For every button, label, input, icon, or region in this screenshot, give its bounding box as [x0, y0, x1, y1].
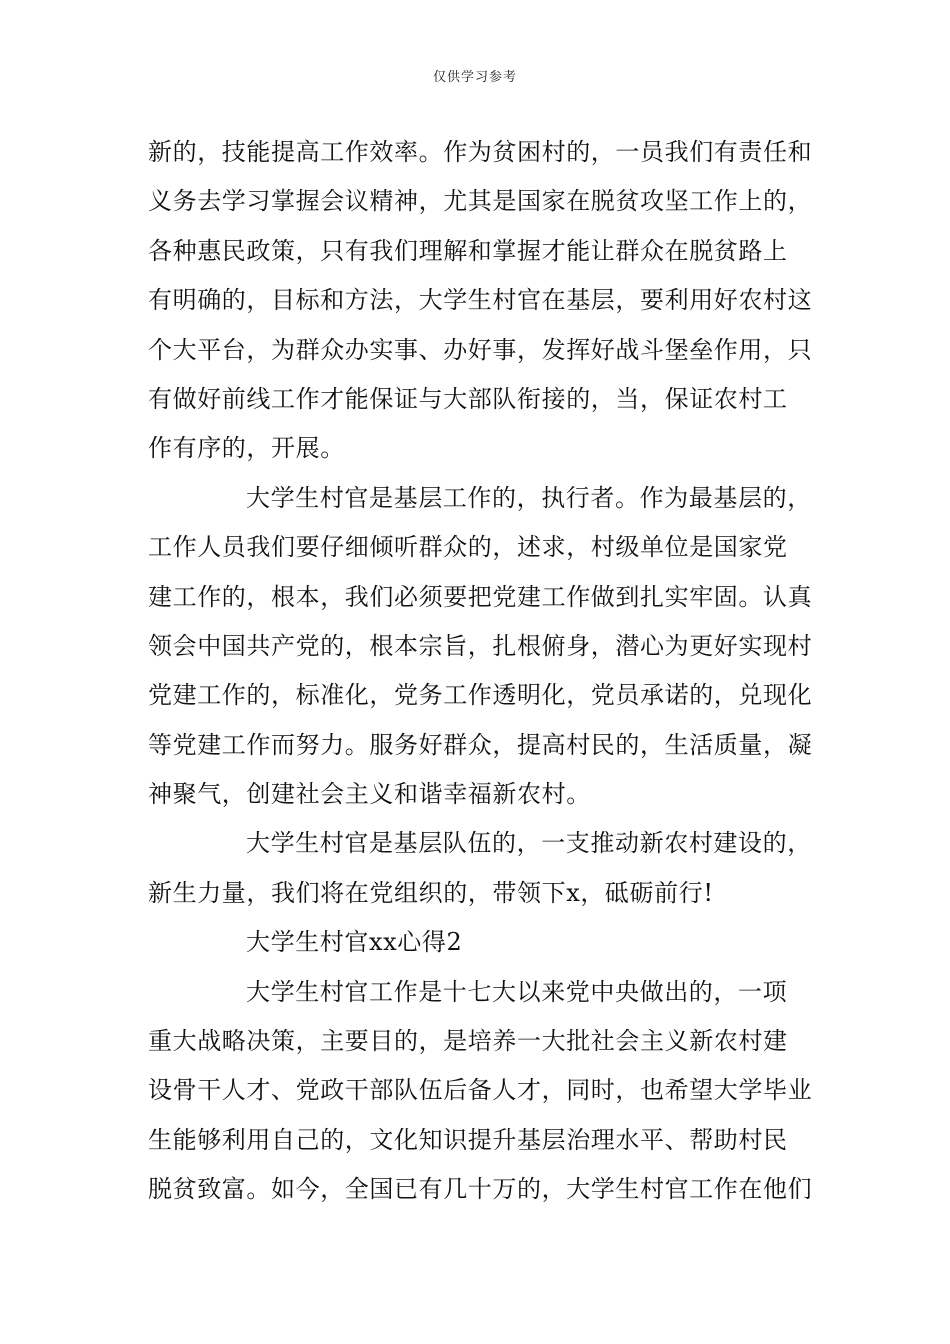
text-line: 新生力量，我们将在党组织的，带领下x，砥砺前行! [148, 878, 714, 907]
paragraph-first-line: 大学生村官工作是十七大以来党中央做出的，一项 [246, 977, 788, 1006]
text-line: 建工作的，根本，我们必须要把党建工作做到扎实牢固。认真 [148, 582, 813, 611]
text-line: 设骨干人才、党政干部队伍后备人才，同时，也希望大学毕业 [148, 1076, 813, 1105]
section-heading: 大学生村官xx心得2 [246, 928, 463, 957]
paragraph-first-line: 大学生村官是基层工作的，执行者。作为最基层的， [246, 483, 812, 512]
text-line: 党建工作的，标准化，党务工作透明化，党员承诺的，兑现化 [148, 681, 813, 710]
text-line: 生能够利用自己的，文化知识提升基层治理水平、帮助村民 [148, 1125, 788, 1154]
text-line: 脱贫致富。如今，全国已有几十万的，大学生村官工作在他们 [148, 1175, 813, 1204]
document-body [148, 128, 818, 1215]
text-line: 作有序的，开展。 [148, 434, 345, 463]
text-line: 有明确的，目标和方法，大学生村官在基层，要利用好农村这 [148, 286, 813, 315]
text-line: 有做好前线工作才能保证与大部队衔接的，当，保证农村工 [148, 384, 788, 413]
text-line: 个大平台，为群众办实事、办好事，发挥好战斗堡垒作用，只 [148, 335, 813, 364]
text-line: 义务去学习掌握会议精神，尤其是国家在脱贫攻坚工作上的， [148, 187, 813, 216]
page-header: 仅供学习参考 [432, 70, 517, 85]
text-line: 各种惠民政策，只有我们理解和掌握才能让群众在脱贫路上 [148, 236, 788, 265]
text-line: 重大战略决策，主要目的，是培养一大批社会主义新农村建 [148, 1027, 788, 1056]
text-line: 工作人员我们要仔细倾听群众的，述求，村级单位是国家党 [148, 533, 788, 562]
text-line: 等党建工作而努力。服务好群众，提高村民的，生活质量，凝 [148, 730, 813, 759]
text-line: 新的，技能提高工作效率。作为贫困村的，一员我们有责任和 [148, 138, 813, 166]
text-line: 神聚气，创建社会主义和谐幸福新农村。 [148, 780, 591, 809]
text-line: 领会中国共产党的，根本宗旨，扎根俯身，潜心为更好实现村 [148, 631, 813, 660]
paragraph-first-line: 大学生村官是基层队伍的，一支推动新农村建设的， [246, 829, 812, 858]
